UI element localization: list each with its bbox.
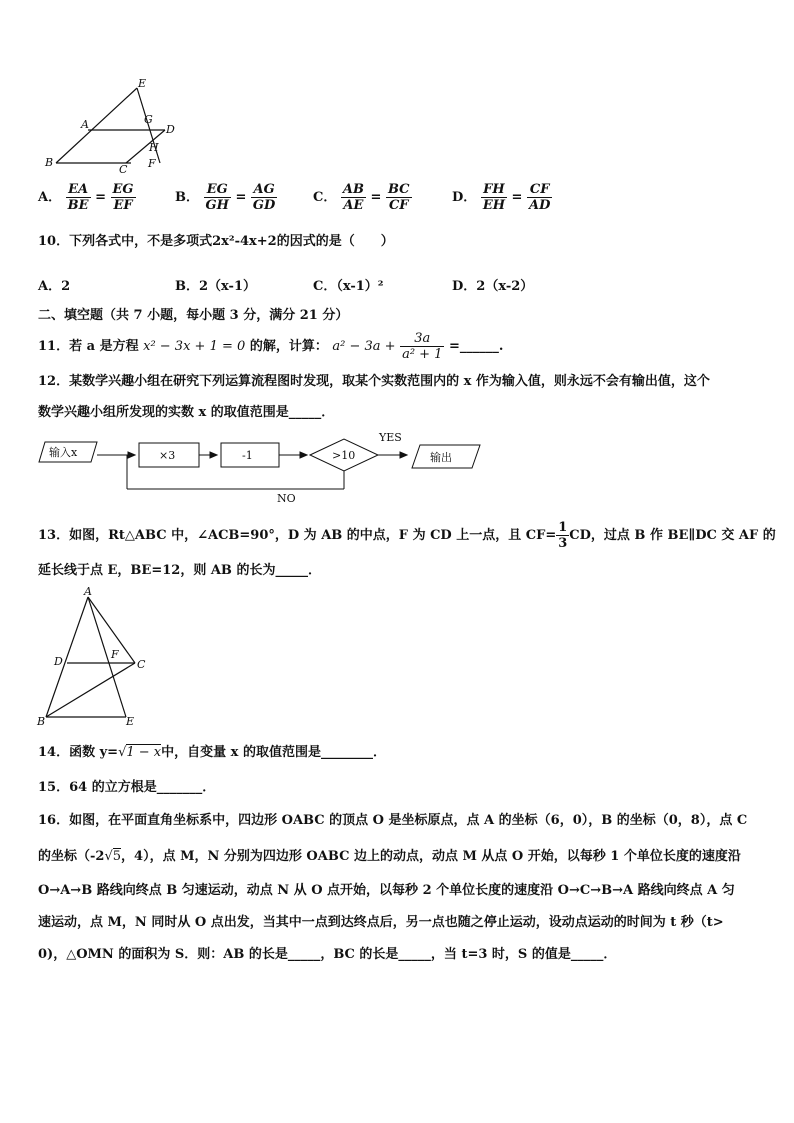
label-A: A bbox=[81, 118, 89, 131]
q13-figure bbox=[35, 585, 155, 730]
section-heading: 二、填空题（共 7 小题，每小题 3 分，满分 21 分） bbox=[38, 308, 349, 323]
q12-flowchart bbox=[35, 428, 495, 510]
q12-line1: 12．某数学兴趣小组在研究下列运算流程图时发现，取某个实数范围内的 x 作为输入值，则永远不会有输出值，这个 bbox=[38, 374, 710, 389]
q16-line5: 0)，△OMN 的面积为 S．则：AB 的长是_____，BC 的长是_____，当 t=3 时，S 的值是_____． bbox=[38, 947, 617, 962]
label-E: E bbox=[138, 78, 147, 90]
q10-option-d[interactable]: D．2（x-2） bbox=[452, 279, 534, 294]
q16-line2: 的坐标（-2√5，4），点 M，N 分别为四边形 OABC 边上的动点，动点 M 从点 O 开始，以每秒 1 个单位长度的速度沿 bbox=[38, 849, 741, 864]
flow-input-label: 输入x bbox=[49, 446, 78, 459]
q11: 11．若 a 是方程 x² − 3x + 1 = 0 的解，计算： a² − 3a + $\frac{3a}{\text{a² + 1}}$ =______. bbox=[38, 331, 504, 362]
label-E: E bbox=[126, 715, 135, 728]
label-B: B bbox=[37, 715, 46, 728]
label-D: D bbox=[54, 655, 63, 668]
label-H: H bbox=[149, 141, 159, 154]
q10-option-b[interactable]: B．2（x-1） bbox=[175, 279, 256, 294]
q10-option-c[interactable]: C．（x-1）² bbox=[313, 279, 384, 294]
flow-minus1-label: -1 bbox=[242, 449, 253, 462]
label-G: G bbox=[144, 113, 153, 126]
flow-times3-label: ×3 bbox=[159, 449, 176, 462]
label-F: F bbox=[111, 648, 119, 661]
q9-option-b[interactable]: B． $\frac{EG}{GH}$ = $\frac{AG}{GD}$ bbox=[175, 182, 276, 213]
q15: 15．64 的立方根是_______． bbox=[38, 780, 216, 795]
label-D: D bbox=[166, 123, 175, 136]
q13-line1: 13．如图，Rt△ABC 中，∠ACB=90°，D 为 AB 的中点，F 为 CD 上一点，且 CF= $\frac{1}{3}$ CD，过点 B 作 BE∥DC 交 AF 的 bbox=[38, 520, 776, 551]
q16-line4: 速运动，点 M，N 同时从 O 点出发，当其中一点到达终点后，另一点也随之停止运动，设动点运动的时间为 t 秒（t> bbox=[38, 915, 724, 930]
flow-no-label: NO bbox=[277, 492, 296, 505]
q9-figure bbox=[40, 78, 190, 178]
q9-option-a[interactable]: A． $\frac{EA}{BE}$ = $\frac{EG}{EF}$ bbox=[38, 182, 134, 213]
q10-stem: 10．下列各式中，不是多项式2x²-4x+2的因式的是（ ） bbox=[38, 234, 394, 249]
q12-line2: 数学兴趣小组所发现的实数 x 的取值范围是_____． bbox=[38, 405, 335, 420]
label-C: C bbox=[137, 658, 146, 671]
q16-line1: 16．如图，在平面直角坐标系中，四边形 OABC 的顶点 O 是坐标原点，点 A 的坐标（6，0），B 的坐标（0，8），点 C bbox=[38, 813, 748, 828]
flow-output-label: 输出 bbox=[430, 451, 452, 464]
flow-condition-label: >10 bbox=[332, 449, 356, 462]
q9-option-d[interactable]: D． $\frac{FH}{EH}$ = $\frac{CF}{AD}$ bbox=[452, 182, 551, 213]
q13-line2: 延长线于点 E，BE=12，则 AB 的长为_____． bbox=[38, 563, 321, 578]
q16-line3: O→A→B 路线向终点 B 匀速运动，动点 N 从 O 点开始，以每秒 2 个单位长度的速度沿 O→C→B→A 路线向终点 A 匀 bbox=[38, 883, 735, 898]
label-F: F bbox=[148, 157, 156, 170]
label-A: A bbox=[84, 585, 92, 598]
q14: 14．函数 y=√1 − x中，自变量 x 的取值范围是________． bbox=[38, 745, 386, 760]
label-C: C bbox=[119, 163, 128, 176]
q9-option-c[interactable]: C． $\frac{AB}{AE}$ = $\frac{BC}{CF}$ bbox=[313, 182, 410, 213]
flow-yes-label: YES bbox=[379, 431, 402, 444]
label-B: B bbox=[45, 156, 54, 169]
q10-option-a[interactable]: A．2 bbox=[38, 279, 71, 294]
